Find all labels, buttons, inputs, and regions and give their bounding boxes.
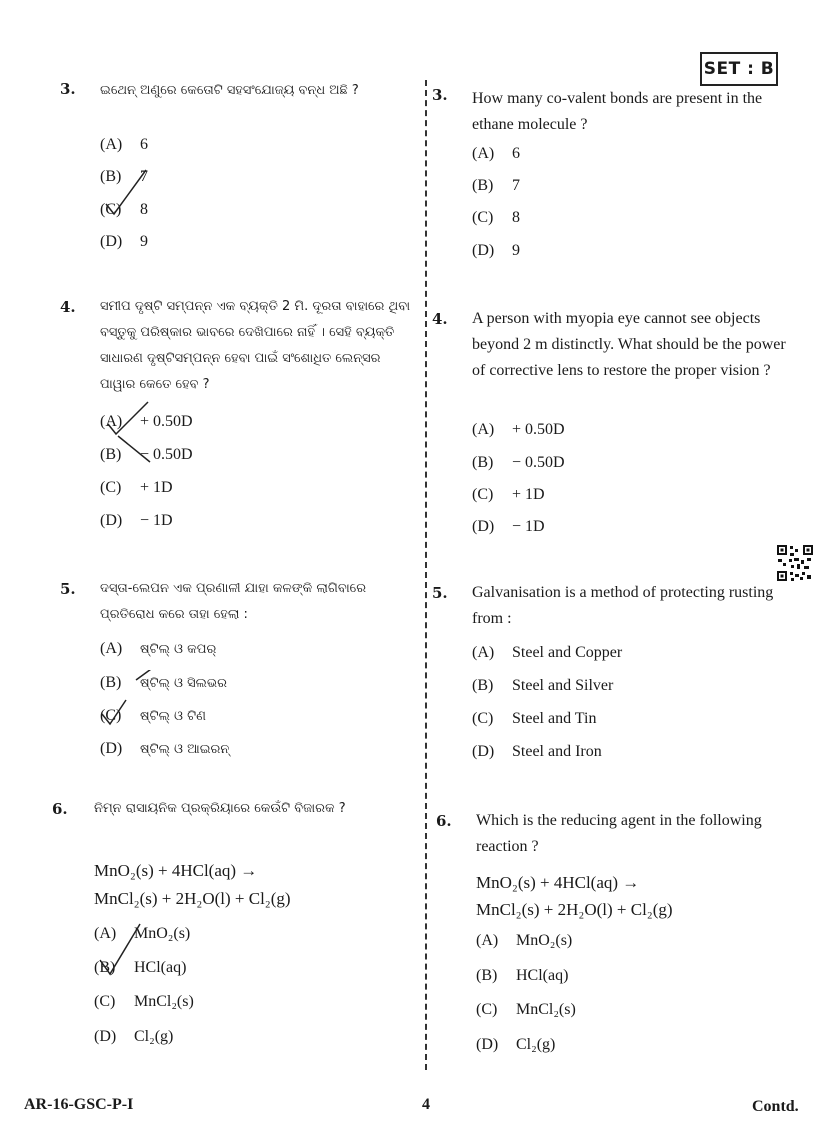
option-or-6c: [94, 993, 194, 1011]
option-en-4c: [472, 486, 545, 504]
option-label: (A): [100, 640, 123, 657]
option-value: MnCl₂(s): [516, 1001, 576, 1018]
option-label: (A): [94, 925, 117, 942]
option-label: (A): [472, 421, 495, 438]
equation-en-line-1: MnO₂(s) + 4HCl(aq) →: [476, 873, 640, 892]
option-en-6a: [476, 932, 572, 950]
question-text-or-3: ଇଥେନ୍ ଅଣୁରେ କେତୋଟି ସହସଂଯୋଜ୍ୟ ବନ୍ଧ ଅଛି ?: [100, 83, 359, 98]
option-label: (C): [472, 209, 494, 226]
option-value: + 0.50D: [512, 421, 565, 438]
equation-or-line-2: MnCl₂(s) + 2H₂O(l) + Cl₂(g): [94, 889, 291, 908]
option-value: Steel and Copper: [512, 644, 623, 661]
option-label: (B): [472, 677, 494, 694]
option-label: (C): [100, 479, 122, 496]
option-en-3d: [472, 242, 520, 260]
option-en-3b: [472, 177, 520, 195]
option-or-4d: [100, 512, 173, 530]
equation-en-line-2: MnCl₂(s) + 2H₂O(l) + Cl₂(g): [476, 900, 673, 919]
option-or-3c: [100, 201, 148, 219]
option-label: (B): [476, 967, 498, 984]
option-label: (C): [94, 993, 116, 1010]
option-value: 6: [512, 145, 520, 162]
option-label: (C): [100, 201, 122, 218]
continued-label: Contd.: [752, 1098, 799, 1115]
option-label: (D): [472, 743, 495, 760]
page-number: 4: [422, 1096, 430, 1113]
option-value: 9: [512, 242, 520, 259]
option-value: HCl(aq): [516, 967, 569, 984]
question-number-or-4: 4.: [60, 298, 76, 316]
option-or-5d: [100, 740, 229, 758]
option-label: (D): [100, 233, 123, 250]
option-label: (D): [94, 1028, 117, 1045]
question-number-or-5: 5.: [60, 580, 76, 598]
option-value: HCl(aq): [134, 959, 187, 976]
option-value: 7: [140, 168, 148, 185]
option-label: (C): [100, 707, 122, 724]
option-en-6c: [476, 1001, 576, 1019]
option-or-3a: [100, 136, 148, 154]
option-en-4a: [472, 421, 565, 439]
option-value: 8: [512, 209, 520, 226]
option-en-4b: [472, 454, 565, 472]
question-number-en-6: 6.: [436, 812, 452, 830]
question-number-en-3: 3.: [432, 86, 448, 104]
option-or-5a: [100, 640, 216, 658]
option-label: (D): [100, 740, 123, 757]
option-or-4b: [100, 446, 193, 464]
option-value: Steel and Silver: [512, 677, 614, 694]
qr-code-icon: [776, 544, 814, 582]
option-value: Steel and Tin: [512, 710, 597, 727]
option-value: 8: [140, 201, 148, 218]
column-divider: [425, 80, 427, 1070]
option-value: + 1D: [140, 479, 173, 496]
option-value: − 0.50D: [512, 454, 565, 471]
question-text-en-4: A person with myopia eye cannot see objects beyond 2 m distinctly. What should be the power of corrective lens to restore the proper vision ?: [472, 310, 786, 379]
option-or-6a: [94, 925, 190, 943]
option-label: (A): [100, 413, 123, 430]
option-value: Cl₂(g): [516, 1036, 556, 1053]
option-label: (B): [100, 446, 122, 463]
question-text-or-6: ନିମ୍ନ ରାସାୟନିକ ପ୍ରକ୍ରିୟାରେ କେଉଁଟି ବିଜାରକ ?: [94, 801, 346, 816]
paper-code: AR-16-GSC-P-I: [24, 1096, 134, 1113]
option-label: (B): [100, 168, 122, 185]
question-number-en-5: 5.: [432, 584, 448, 602]
question-text-en-6: Which is the reducing agent in the following reaction ?: [476, 812, 762, 855]
option-label: (A): [472, 644, 495, 661]
option-value: − 0.50D: [140, 446, 193, 463]
option-or-5b: [100, 674, 227, 692]
option-value: MnO₂(s): [134, 925, 191, 942]
option-label: (A): [476, 932, 499, 949]
option-or-4c: [100, 479, 173, 497]
option-label: (B): [472, 177, 494, 194]
set-label: SET : B: [700, 52, 778, 86]
option-value: ଷ୍ଟିଲ୍ ଓ ଟିଣ: [140, 709, 206, 724]
option-value: ଷ୍ଟିଲ୍ ଓ କପର୍: [140, 642, 217, 657]
option-en-3a: [472, 145, 520, 163]
option-en-5a: [472, 644, 622, 662]
option-value: ଷ୍ଟିଲ୍ ଓ ଆଇରନ୍: [140, 742, 230, 757]
option-label: (C): [472, 486, 494, 503]
option-or-3d: [100, 233, 148, 251]
option-en-6d: [476, 1036, 555, 1054]
question-text-or-4: ସମୀପ ଦୃଷ୍ଟି ସମ୍ପନ୍ନ ଏକ ବ୍ୟକ୍ତି 2 ମି. ଦୂରତା ବାହାରେ ଥିବା ବସ୍ତୁକୁ ପରିଷ୍କାର ଭାବରେ ଦେଖିପାରେ ନାହିଁ । ସେହି ବ୍ୟକ୍ତି ସାଧାରଣ ଦୃଷ୍ଟିସମ୍ପନ୍ନ ହେବା ପାଇଁ ସଂଶୋଧିତ ଲେନ୍ସର ପାୱାର କେତେ ହେବ ?: [100, 299, 411, 392]
option-en-6b: [476, 967, 568, 985]
option-or-6b: [94, 959, 186, 977]
question-number-en-4: 4.: [432, 310, 448, 328]
option-en-5c: [472, 710, 596, 728]
option-value: − 1D: [140, 512, 173, 529]
option-label: (D): [476, 1036, 499, 1053]
option-label: (B): [472, 454, 494, 471]
option-value: 7: [512, 177, 520, 194]
option-value: Cl₂(g): [134, 1028, 174, 1045]
equation-or-line-1: MnO₂(s) + 4HCl(aq) →: [94, 861, 258, 880]
option-value: + 1D: [512, 486, 545, 503]
option-or-5c: [100, 707, 206, 725]
option-value: Steel and Iron: [512, 743, 602, 760]
option-en-3c: [472, 209, 520, 227]
option-en-5b: [472, 677, 613, 695]
option-value: MnO₂(s): [516, 932, 573, 949]
question-number-or-3: 3.: [60, 80, 76, 98]
option-value: − 1D: [512, 518, 545, 535]
option-or-6d: [94, 1028, 173, 1046]
option-en-4d: [472, 518, 545, 536]
option-or-4a: [100, 413, 193, 431]
option-label: (C): [476, 1001, 498, 1018]
option-label: (D): [472, 242, 495, 259]
option-value: + 0.50D: [140, 413, 193, 430]
option-label: (B): [100, 674, 122, 691]
option-label: (A): [472, 145, 495, 162]
option-label: (C): [472, 710, 494, 727]
option-label: (D): [472, 518, 495, 535]
option-en-5d: [472, 743, 602, 761]
option-value: 9: [140, 233, 148, 250]
question-text-en-3: How many co-valent bonds are present in the ethane molecule ?: [472, 90, 763, 133]
option-value: 6: [140, 136, 148, 153]
option-or-3b: [100, 168, 148, 186]
question-text-or-5: ଦସ୍ତା-ଲେପନ ଏକ ପ୍ରଣାଳୀ ଯାହା କଳଙ୍କି ଲାଗିବାରେ ପ୍ରତିରୋଧ କରେ ତାହା ହେଲା :: [100, 581, 367, 622]
option-value: ଷ୍ଟିଲ୍ ଓ ସିଲଭର: [140, 676, 228, 691]
option-label: (D): [100, 512, 123, 529]
option-label: (A): [100, 136, 123, 153]
question-text-en-5: Galvanisation is a method of protecting rusting from :: [472, 584, 774, 627]
option-label: (B): [94, 959, 116, 976]
question-number-or-6: 6.: [52, 800, 68, 818]
option-value: MnCl₂(s): [134, 993, 194, 1010]
